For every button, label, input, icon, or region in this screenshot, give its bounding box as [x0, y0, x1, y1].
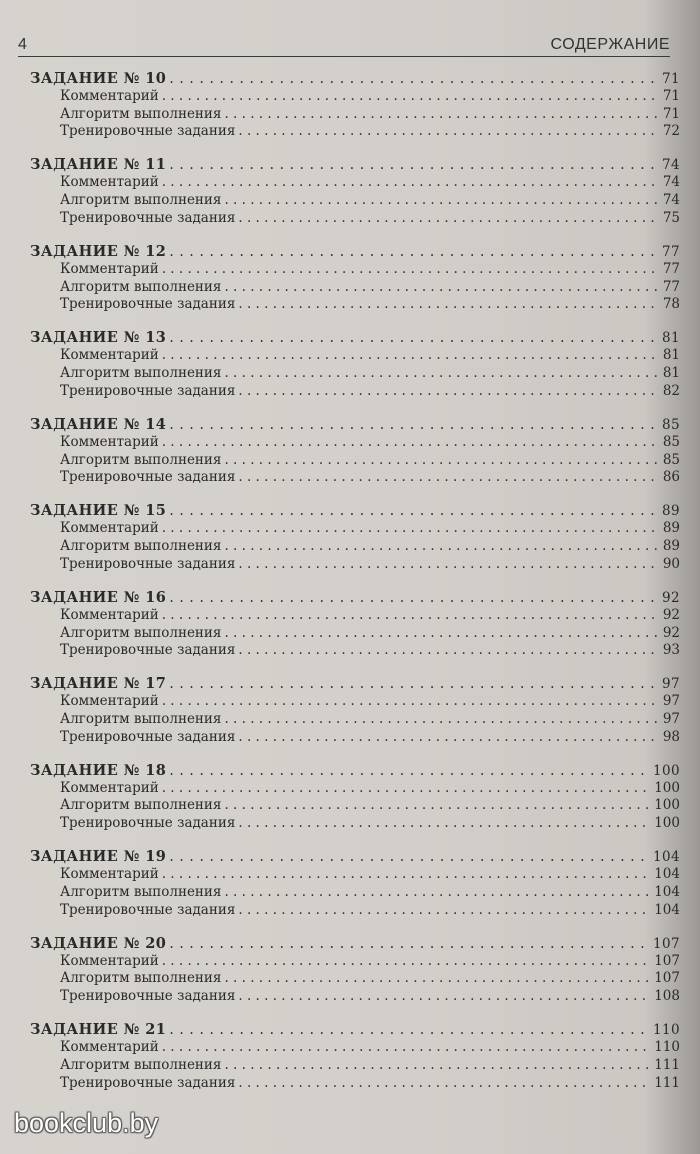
toc-entry-label: Алгоритм выполнения	[60, 970, 222, 987]
toc-entry-label: ЗАДАНИЕ № 11	[30, 156, 167, 174]
toc-page-number: 77	[662, 278, 680, 295]
toc-task-entry[interactable]	[30, 416, 680, 434]
toc-task-entry[interactable]	[30, 762, 680, 780]
toc-page-number: 110	[653, 1022, 680, 1039]
toc-page-number: 74	[662, 192, 680, 209]
toc-subentry[interactable]	[30, 434, 680, 452]
dot-leader	[162, 866, 652, 884]
toc-subentry[interactable]	[30, 902, 680, 920]
toc-entry-label: Тренировочные задания	[60, 555, 236, 572]
dot-leader	[162, 953, 652, 971]
toc-subentry[interactable]	[30, 296, 680, 314]
dot-leader	[224, 625, 657, 643]
dot-leader	[224, 884, 651, 902]
dot-leader	[238, 642, 657, 660]
dot-leader	[238, 123, 657, 141]
dot-leader	[224, 365, 657, 383]
dot-leader	[238, 988, 651, 1006]
toc-page-number: 72	[662, 123, 680, 140]
toc-subentry[interactable]	[30, 693, 680, 711]
toc-page-number: 104	[654, 866, 680, 883]
dot-leader	[224, 106, 657, 124]
toc-entry-label: Комментарий	[60, 779, 159, 796]
toc-page-number: 104	[654, 901, 680, 918]
page-header	[18, 34, 670, 57]
toc-group	[30, 416, 680, 487]
toc-page-number: 89	[662, 503, 680, 520]
toc-group	[30, 243, 680, 314]
toc-entry-label: Комментарий	[60, 1039, 159, 1056]
dot-leader	[162, 693, 657, 711]
dot-leader	[169, 762, 650, 781]
toc-subentry[interactable]	[30, 192, 680, 210]
dot-leader	[162, 520, 657, 538]
dot-leader	[162, 780, 652, 798]
toc-subentry[interactable]	[30, 365, 680, 383]
toc-entry-label: Комментарий	[60, 520, 159, 537]
toc-entry-label: ЗАДАНИЕ № 20	[30, 934, 167, 952]
toc-entry-label: Алгоритм выполнения	[60, 797, 222, 814]
toc-page-number: 97	[662, 676, 680, 693]
dot-leader	[162, 88, 657, 106]
toc-page-number: 81	[662, 365, 680, 382]
toc-page-number: 85	[662, 416, 680, 433]
toc-task-entry[interactable]	[30, 70, 680, 88]
toc-page-number: 97	[662, 710, 680, 727]
toc-page-number: 89	[662, 538, 680, 555]
toc-entry-label: ЗАДАНИЕ № 12	[30, 242, 167, 260]
toc-entry-label: Тренировочные задания	[60, 901, 236, 918]
toc-subentry[interactable]	[30, 884, 680, 902]
toc-subentry[interactable]	[30, 797, 680, 815]
toc-page-number: 108	[654, 988, 680, 1005]
toc-entry-label: Комментарий	[60, 260, 159, 277]
toc-subentry[interactable]	[30, 607, 680, 625]
toc-group	[30, 848, 680, 919]
toc-group	[30, 762, 680, 833]
dot-leader	[162, 607, 657, 625]
toc-subentry[interactable]	[30, 988, 680, 1006]
dot-leader	[169, 329, 657, 348]
toc-page-number: 75	[662, 209, 680, 226]
toc-entry-label: Комментарий	[60, 693, 159, 710]
dot-leader	[238, 729, 657, 747]
toc-entry-label: Тренировочные задания	[60, 1074, 236, 1091]
dot-leader	[169, 70, 657, 89]
toc-page-number: 81	[662, 347, 680, 364]
toc-page-number: 104	[653, 849, 680, 866]
dot-leader	[238, 210, 657, 228]
toc-group	[30, 1021, 680, 1092]
toc-entry-label: Алгоритм выполнения	[60, 710, 222, 727]
dot-leader	[224, 711, 657, 729]
toc-group	[30, 70, 680, 141]
toc-task-entry[interactable]	[30, 675, 680, 693]
toc-subentry[interactable]	[30, 556, 680, 574]
toc-subentry[interactable]	[30, 1075, 680, 1093]
toc-page-number: 74	[662, 174, 680, 191]
toc-group	[30, 329, 680, 400]
toc-entry-label: Тренировочные задания	[60, 123, 236, 140]
dot-leader	[169, 502, 657, 521]
dot-leader	[238, 469, 657, 487]
dot-leader	[238, 556, 657, 574]
dot-leader	[162, 1039, 652, 1057]
toc-page-number: 107	[654, 970, 680, 987]
toc-entry-label: Тренировочные задания	[60, 728, 236, 745]
toc-page-number: 71	[662, 71, 680, 87]
toc-subentry[interactable]	[30, 970, 680, 988]
toc-entry-label: Алгоритм выполнения	[60, 538, 222, 555]
toc-entry-label: ЗАДАНИЕ № 17	[30, 675, 167, 693]
toc-subentry[interactable]	[30, 815, 680, 833]
toc-group	[30, 156, 680, 227]
toc-page-number: 77	[662, 260, 680, 277]
toc-entry-label: Алгоритм выполнения	[60, 451, 222, 468]
dot-leader	[238, 902, 651, 920]
toc-entry-label: Тренировочные задания	[60, 209, 236, 226]
toc-entry-label: Алгоритм выполнения	[60, 624, 222, 641]
toc-entry-label: Тренировочные задания	[60, 988, 236, 1005]
toc-entry-label: ЗАДАНИЕ № 21	[30, 1021, 167, 1039]
dot-leader	[238, 296, 657, 314]
dot-leader	[238, 1075, 651, 1093]
dot-leader	[169, 416, 657, 435]
dot-leader	[224, 1057, 651, 1075]
toc-subentry[interactable]	[30, 347, 680, 365]
dot-leader	[224, 279, 657, 297]
toc-subentry[interactable]	[30, 106, 680, 124]
toc-subentry[interactable]	[30, 452, 680, 470]
toc-entry-label: Тренировочные задания	[60, 642, 236, 659]
toc-task-entry[interactable]	[30, 589, 680, 607]
toc-entry-label: ЗАДАНИЕ № 18	[30, 761, 167, 779]
toc-entry-label: ЗАДАНИЕ № 15	[30, 502, 167, 520]
toc-entry-label: Комментарий	[60, 174, 159, 191]
dot-leader	[162, 347, 657, 365]
toc-entry-label: Алгоритм выполнения	[60, 1056, 222, 1073]
toc-subentry[interactable]	[30, 520, 680, 538]
dot-leader	[162, 174, 657, 192]
toc-entry-label: Комментарий	[60, 347, 159, 364]
toc-page-number: 86	[662, 469, 680, 486]
toc-page-number: 111	[654, 1056, 680, 1073]
toc-page-number: 92	[662, 624, 680, 641]
toc-task-entry[interactable]	[30, 329, 680, 347]
toc-page-number: 71	[662, 87, 680, 104]
toc-page-number: 104	[654, 883, 680, 900]
dot-leader	[169, 589, 657, 608]
toc-subentry[interactable]	[30, 711, 680, 729]
toc-entry-label: Алгоритм выполнения	[60, 883, 222, 900]
toc-page-number: 90	[662, 555, 680, 572]
toc-entry-label: Комментарий	[60, 866, 159, 883]
toc-group	[30, 502, 680, 573]
toc-entry-label: Комментарий	[60, 433, 159, 450]
toc-entry-label: ЗАДАНИЕ № 19	[30, 848, 167, 866]
dot-leader	[169, 156, 657, 175]
toc-page-number: 92	[662, 589, 680, 606]
toc-entry-label: Алгоритм выполнения	[60, 365, 222, 382]
toc-page-number: 98	[662, 728, 680, 745]
toc-page-number: 110	[654, 1039, 680, 1056]
dot-leader	[224, 538, 657, 556]
toc-entry-label: ЗАДАНИЕ № 16	[30, 588, 167, 606]
toc-entry-label: Комментарий	[60, 952, 159, 969]
toc-entry-label: Комментарий	[60, 606, 159, 623]
toc-task-entry[interactable]	[30, 848, 680, 866]
toc-task-entry[interactable]	[30, 935, 680, 953]
toc-page-number: 74	[662, 157, 680, 174]
toc-page-number: 107	[653, 935, 680, 952]
toc-page-number: 111	[654, 1074, 680, 1091]
toc-page-number: 85	[662, 433, 680, 450]
toc-subentry[interactable]	[30, 469, 680, 487]
dot-leader	[162, 261, 657, 279]
toc-page-number: 89	[662, 520, 680, 537]
dot-leader	[169, 243, 657, 262]
toc-subentry[interactable]	[30, 642, 680, 660]
toc-subentry[interactable]	[30, 953, 680, 971]
toc-group	[30, 589, 680, 660]
toc-entry-label: ЗАДАНИЕ № 10	[30, 70, 167, 87]
toc-subentry[interactable]	[30, 210, 680, 228]
dot-leader	[238, 383, 657, 401]
toc-subentry[interactable]	[30, 866, 680, 884]
toc-entry-label: ЗАДАНИЕ № 13	[30, 329, 167, 347]
toc-page-number: 82	[662, 382, 680, 399]
toc-entry-label: Тренировочные задания	[60, 296, 236, 313]
dot-leader	[224, 970, 651, 988]
toc-subentry[interactable]	[30, 538, 680, 556]
toc-subentry[interactable]	[30, 1039, 680, 1057]
toc-entry-label: Тренировочные задания	[60, 469, 236, 486]
dot-leader	[238, 815, 651, 833]
toc-subentry[interactable]	[30, 1057, 680, 1075]
toc-entry-label: Алгоритм выполнения	[60, 278, 222, 295]
toc-page-number: 100	[654, 815, 680, 832]
toc-subentry[interactable]	[30, 174, 680, 192]
section-title: СОДЕРЖАНИЕ	[550, 36, 670, 53]
toc-entry-label: Алгоритм выполнения	[60, 192, 222, 209]
toc-page-number: 93	[662, 642, 680, 659]
toc-group	[30, 675, 680, 746]
toc-group	[30, 935, 680, 1006]
toc-entry-label: ЗАДАНИЕ № 14	[30, 415, 167, 433]
toc-subentry[interactable]	[30, 279, 680, 297]
dot-leader	[169, 1021, 650, 1040]
watermark: bookclub.by	[14, 1108, 159, 1138]
toc-subentry[interactable]	[30, 123, 680, 141]
toc-entry-label: Комментарий	[60, 87, 159, 104]
toc-entry-label: Тренировочные задания	[60, 815, 236, 832]
dot-leader	[169, 935, 650, 954]
toc-subentry[interactable]	[30, 261, 680, 279]
toc-page-number: 71	[662, 105, 680, 122]
toc-page-number: 81	[662, 330, 680, 347]
toc-subentry[interactable]	[30, 780, 680, 798]
toc-task-entry[interactable]	[30, 502, 680, 520]
toc-task-entry[interactable]	[30, 156, 680, 174]
page-number: 4	[18, 36, 27, 53]
toc-page-number: 77	[662, 243, 680, 260]
toc-subentry[interactable]	[30, 729, 680, 747]
toc-page-number: 107	[654, 952, 680, 969]
toc-page-number: 85	[662, 451, 680, 468]
toc-page-number: 78	[662, 296, 680, 313]
toc-subentry[interactable]	[30, 625, 680, 643]
dot-leader	[169, 848, 650, 867]
dot-leader	[162, 434, 657, 452]
toc-subentry[interactable]	[30, 88, 680, 106]
toc-page-number: 100	[653, 762, 680, 779]
dot-leader	[169, 675, 657, 694]
toc-task-entry[interactable]	[30, 1021, 680, 1039]
table-of-contents	[30, 70, 680, 1108]
toc-page-number: 97	[662, 693, 680, 710]
toc-entry-label: Алгоритм выполнения	[60, 105, 222, 122]
dot-leader	[224, 797, 651, 815]
toc-page-number: 92	[662, 606, 680, 623]
toc-entry-label: Тренировочные задания	[60, 382, 236, 399]
dot-leader	[224, 452, 657, 470]
toc-task-entry[interactable]	[30, 243, 680, 261]
dot-leader	[224, 192, 657, 210]
toc-page-number: 100	[654, 779, 680, 796]
toc-page-number: 100	[654, 797, 680, 814]
toc-subentry[interactable]	[30, 383, 680, 401]
